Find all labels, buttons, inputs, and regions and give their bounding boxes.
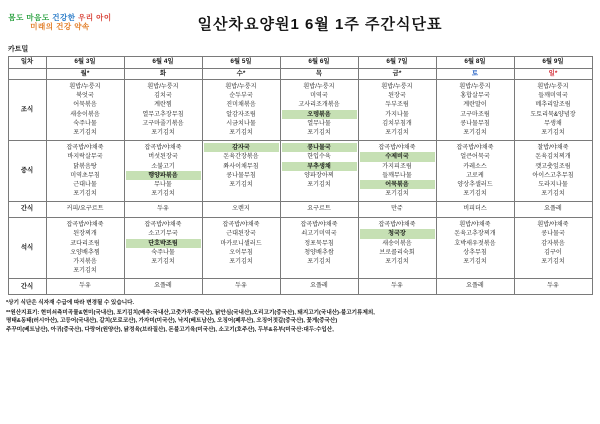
header-cell-date: 6월 7일 (358, 57, 436, 69)
menu-item: 포기김치 (307, 180, 331, 188)
header-cell-day: 화 (124, 69, 202, 80)
menu-item: 숙주나물 (73, 119, 97, 127)
menu-item: 깻고춧잎조림 (535, 162, 571, 170)
menu-item: 무나물 (154, 180, 172, 188)
menu-item: 흰밥/누룽지 (381, 83, 413, 90)
menu-item: 쫘사이채무침 (223, 162, 259, 170)
menu-item: 두부조림 (385, 101, 409, 109)
menu-item: 된장찌개 (73, 230, 97, 238)
menu-item: 흰밥/누룽지 (303, 83, 335, 90)
header-cell-day: 수* (202, 69, 280, 80)
menu-item: 부추생채 (282, 162, 357, 171)
menu-item: 고구마조림 (460, 110, 490, 118)
menu-cell (124, 279, 202, 295)
menu-item: 김치부침개 (382, 119, 412, 127)
menu-item: 정포묵무침 (304, 239, 334, 247)
menu-cell (124, 218, 202, 279)
menu-item: 가지볶음 (73, 258, 97, 265)
menu-item: 요플레 (544, 205, 562, 213)
menu-item: 콩나물무침 (460, 119, 490, 127)
menu-item: 코다리조림 (70, 239, 100, 247)
menu-item: 포기김치 (229, 258, 253, 265)
menu-item: 돈육김치찌개 (535, 153, 571, 161)
menu-item: 잡곡밥/야채죽 (66, 144, 104, 152)
menu-cell (514, 202, 592, 218)
menu-item: 양파장아찌 (304, 171, 334, 179)
menu-item: 미역초무침 (70, 171, 100, 179)
header-cell-date: 6월 4일 (124, 57, 202, 69)
menu-item: 포기김치 (151, 128, 175, 136)
menu-item: 소불고기 (151, 162, 175, 170)
menu-item: 열무고추장무침 (142, 110, 184, 118)
menu-item: 두유 (391, 282, 403, 290)
menu-item: 김구이 (544, 248, 562, 256)
menu-item: 김치국 (154, 92, 172, 100)
menu-item: 흰밥/누룽지 (147, 83, 179, 90)
menu-item: 포기김치 (385, 258, 409, 265)
table-row (8, 80, 592, 141)
menu-item: 알감자조림 (226, 110, 256, 118)
menu-item: 고사리조개볶음 (298, 101, 340, 109)
menu-cell (280, 80, 358, 141)
table-row (8, 202, 592, 218)
menu-cell (280, 141, 358, 202)
menu-cell (280, 218, 358, 279)
menu-item: 흰밥/누룽지 (537, 83, 569, 90)
menu-cell (436, 80, 514, 141)
menu-item: 소고기무국 (148, 230, 178, 238)
meal-category: 조식 (8, 80, 46, 141)
menu-item: 찰밥/야채죽 (537, 144, 569, 152)
menu-item: 콩나물국 (282, 143, 357, 152)
menu-item: 아이스고추무침 (532, 171, 574, 179)
table-header-dates (8, 57, 592, 69)
menu-item: 커피/요구르트 (66, 205, 104, 213)
menu-item: 새송이볶음 (382, 239, 412, 247)
menu-cell (514, 80, 592, 141)
menu-item: 시금치나물 (226, 119, 256, 127)
menu-item: 돈육고추장찌개 (454, 230, 496, 238)
menu-cell (46, 141, 124, 202)
menu-item: 포기김치 (73, 128, 97, 136)
menu-cell (280, 279, 358, 295)
menu-item: 단호박조림 (126, 239, 201, 248)
menu-item: 오양배추찜 (70, 248, 100, 256)
menu-item: 포기김치 (541, 258, 565, 265)
menu-cell (436, 279, 514, 295)
menu-item: 두유 (157, 205, 169, 213)
menu-item: 요구르트 (307, 205, 331, 213)
menu-item: 청양배추쌈 (304, 248, 334, 256)
menu-item: 들깨무나물 (382, 171, 412, 179)
menu-cell (514, 141, 592, 202)
menu-cell (436, 218, 514, 279)
menu-item: 도라지나물 (538, 180, 568, 188)
menu-item: 포기김치 (463, 190, 487, 198)
menu-item: 근대나물 (73, 180, 97, 188)
table-header-days (8, 69, 592, 80)
menu-item: 바지락살무국 (67, 153, 103, 161)
menu-cell (124, 202, 202, 218)
meal-category: 석식 (8, 218, 46, 279)
menu-item: 숙주나물 (151, 248, 175, 256)
menu-item: 비피더스 (463, 205, 487, 213)
footnote-4: 주꾸미(베트남산), 아귀(중국산), 다랑어(원양산), 닭정육(브라질산), 돈불고기육(미국산), 소고기(호주산), 두부&유부(미국산:대두:수입산, (6, 326, 334, 333)
menu-item: 잡곡밥/야채죽 (378, 221, 416, 229)
menu-item: 잡곡밥/야채죽 (222, 221, 260, 229)
menu-item: 오이무침 (229, 248, 253, 256)
menu-item: 가지나물 (385, 110, 409, 118)
menu-cell (46, 279, 124, 295)
menu-item: 흰밥/누룽지 (225, 83, 257, 90)
menu-cell (436, 141, 514, 202)
menu-cell (46, 218, 124, 279)
menu-item: 잡곡밥/야채죽 (144, 144, 182, 152)
menu-item: 진미채볶음 (226, 101, 256, 109)
logo-line-1: 몸도 마음도 건강한 우리 아이 (8, 13, 112, 23)
menu-item: 포기김치 (385, 128, 409, 136)
menu-item: 가지피조림 (382, 162, 412, 170)
menu-item: 포기김치 (541, 190, 565, 198)
menu-item: 오뎅볶음 (282, 110, 357, 119)
menu-subtitle: 카트밀 (8, 46, 29, 53)
menu-item: 고로케 (466, 171, 484, 179)
header-cell-blank (8, 69, 46, 80)
footnotes (6, 299, 600, 334)
menu-cell (202, 218, 280, 279)
menu-item: 어묵볶음 (360, 180, 435, 189)
menu-item: 브로콜리숙회 (379, 248, 415, 256)
menu-cell (514, 218, 592, 279)
table-row (8, 141, 592, 202)
menu-cell (46, 202, 124, 218)
menu-item: 수제비국 (360, 152, 435, 161)
menu-item: 메추리알조림 (535, 101, 571, 109)
menu-item: 미역국 (310, 92, 328, 100)
menu-item: 흰밥/누룽지 (459, 83, 491, 90)
menu-item: 잡곡밥/야채죽 (66, 221, 104, 229)
weekly-menu-table (8, 56, 593, 295)
menu-item: 잡곡밥/야채죽 (300, 221, 338, 229)
menu-item: 고구마줄기볶음 (142, 119, 184, 127)
menu-item: 계란찜 (154, 101, 172, 109)
menu-item: 포기김치 (151, 190, 175, 198)
menu-item: 오렌지 (232, 205, 250, 213)
menu-cell (436, 202, 514, 218)
header-cell-date: 6월 3일 (46, 57, 124, 69)
menu-item: 포기김치 (229, 180, 253, 188)
menu-item: 돈육간장볶음 (223, 153, 259, 161)
menu-item: 한입수육 (307, 153, 331, 161)
header-cell-day: 일* (514, 69, 592, 80)
menu-item: 상추무침 (463, 248, 487, 256)
menu-item: 요플레 (466, 282, 484, 290)
menu-item: 잡곡밥/야채죽 (144, 221, 182, 229)
menu-item: 근대된장국 (226, 230, 256, 238)
menu-item: 버섯된장국 (148, 153, 178, 161)
footnote-3: 명태&동태(러시아산), 고등어(국내산), 갈치(모로코산), 가자미(미국산), 낙지(베트남산), 오징어(페루산), 오징어젓갈(중국산), 꽃게(중국산) (6, 318, 338, 325)
logo-line-2: 미래의 건강 약속 (30, 22, 90, 31)
menu-item: 계란말이 (463, 101, 487, 109)
menu-item: 카레소스 (463, 162, 487, 170)
document-header (0, 0, 600, 42)
menu-item: 포기김치 (463, 258, 487, 265)
menu-item: 요플레 (154, 282, 172, 290)
menu-cell (124, 141, 202, 202)
menu-item: 어묵볶음 (73, 101, 97, 109)
menu-cell (46, 80, 124, 141)
menu-item: 만쥬 (391, 205, 403, 213)
menu-item: 포기김치 (151, 258, 175, 265)
header-cell-day: 목 (280, 69, 358, 80)
menu-cell (202, 141, 280, 202)
menu-cell (280, 202, 358, 218)
menu-item: 얼큰어묵국 (460, 153, 490, 161)
menu-item: 된장국 (388, 92, 406, 100)
menu-item: 요플레 (310, 282, 328, 290)
menu-item: 포기김치 (73, 190, 97, 198)
menu-item: 포기김치 (463, 128, 487, 136)
menu-item: 두유 (79, 282, 91, 290)
menu-cell (358, 279, 436, 295)
footnote-2: **원산지표기: 현미쇠측미곡물&현미(국내산), 포기김치(배추:국내산,고춧가루:중국산), 닭안심(국내산),오리고기(중국산), 돼지고기(국내산)-불고기류제외, (6, 309, 375, 316)
menu-item: 새송이볶음 (70, 110, 100, 118)
menu-cell (358, 218, 436, 279)
menu-item: 포기김치 (307, 258, 331, 265)
menu-item: 마카로니샐러드 (220, 239, 262, 247)
menu-item: 흰밥/야채죽 (459, 221, 491, 229)
meal-category: 간식 (8, 279, 46, 295)
meal-category: 간식 (8, 202, 46, 218)
menu-item: 들깨미역국 (538, 92, 568, 100)
menu-cell (202, 279, 280, 295)
table-row (8, 218, 592, 279)
menu-item: 홍합살무국 (460, 92, 490, 100)
menu-item: 호박새우젓볶음 (454, 239, 496, 247)
footnote-1: *상기 식단은 식자재 수급에 따라 변경될 수 있습니다. (6, 300, 135, 307)
menu-cell (358, 141, 436, 202)
header-cell-date: 6월 6일 (280, 57, 358, 69)
page-title: 일산차요양원1 6월 1주 주간식단표 (197, 15, 443, 33)
menu-item: 흰밥/야채죽 (537, 221, 569, 229)
organization-logo (0, 6, 120, 40)
header-cell-day: 토 (436, 69, 514, 80)
menu-item: 북엇국 (76, 92, 94, 100)
menu-item: 잡곡밥/야채죽 (456, 144, 494, 152)
menu-item: 쇠고기미역국 (301, 230, 337, 238)
menu-cell (358, 202, 436, 218)
menu-cell (202, 202, 280, 218)
menu-item: 감자볶음 (541, 239, 565, 247)
menu-item: 콩나물국 (541, 230, 565, 238)
menu-item: 두유 (547, 282, 559, 290)
menu-item: 포기김치 (307, 128, 331, 136)
menu-item: 양상추샐러드 (457, 180, 493, 188)
table-row (8, 279, 592, 295)
menu-item: 무생채 (544, 119, 562, 127)
menu-item: 포기김치 (229, 128, 253, 136)
menu-cell (124, 80, 202, 141)
menu-item: 순두부국 (229, 92, 253, 100)
header-cell-day: 금* (358, 69, 436, 80)
menu-item: 콩나물무침 (226, 171, 256, 179)
meal-category: 중식 (8, 141, 46, 202)
menu-item: 포기김치 (73, 267, 97, 275)
menu-item: 두유 (235, 282, 247, 290)
menu-item: 포기김치 (541, 128, 565, 136)
menu-item: 열무나물 (307, 119, 331, 127)
menu-item: 흰밥/누룽지 (69, 83, 101, 90)
header-cell-date: 6월 5일 (202, 57, 280, 69)
menu-item: 잡곡밥/야채죽 (378, 144, 416, 152)
menu-item: 닭볶음탕 (73, 162, 97, 170)
header-cell-label: 일차 (8, 57, 46, 69)
header-cell-date: 6월 9일 (514, 57, 592, 69)
menu-item: 감자국 (204, 143, 279, 152)
menu-cell (202, 80, 280, 141)
menu-cell (358, 80, 436, 141)
menu-cell (514, 279, 592, 295)
header-cell-date: 6월 8일 (436, 57, 514, 69)
menu-item: 청국장 (360, 229, 435, 238)
menu-item: 도토리묵&양념장 (530, 110, 576, 118)
menu-item: 포기김치 (385, 190, 409, 198)
header-cell-day: 월* (46, 69, 124, 80)
menu-item: 행양파볶음 (126, 171, 201, 180)
